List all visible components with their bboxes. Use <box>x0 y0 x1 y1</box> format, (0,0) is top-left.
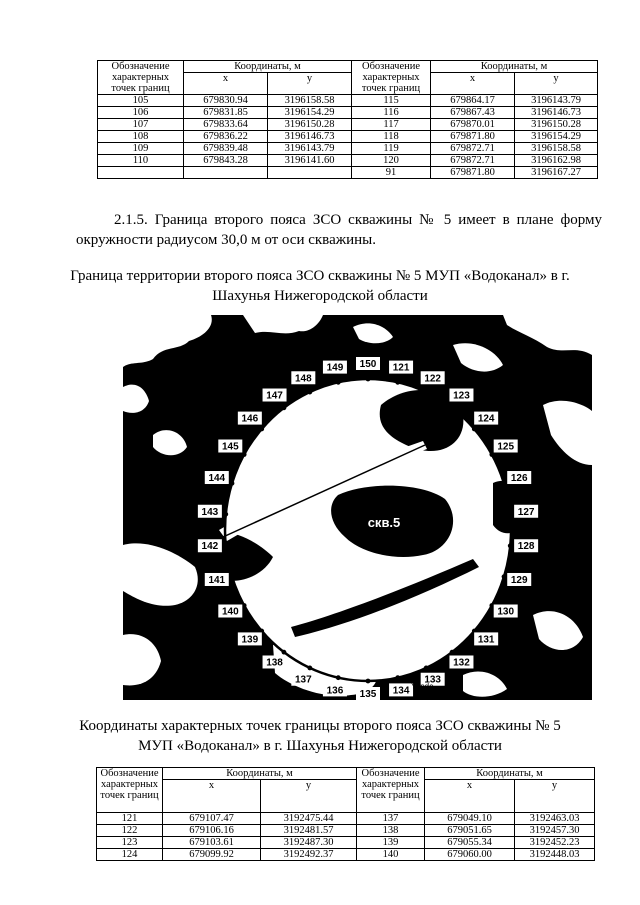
boundary-point-marker <box>450 405 455 410</box>
y-coordinate-cell: 3196150.28 <box>268 119 352 131</box>
boundary-point-marker <box>366 679 371 684</box>
coordinates-group-header: Координаты, м <box>425 768 595 780</box>
table-row <box>98 131 598 143</box>
boundary-point-marker <box>223 512 228 517</box>
y-coordinate-cell: 3196150.28 <box>515 119 598 131</box>
x-coordinate-cell: 679049.10 <box>425 813 515 825</box>
point-column-header: Обозначение характерных точек границ <box>97 768 163 813</box>
x-coordinate-cell: 679099.92 <box>163 849 261 861</box>
boundary-point-label: 144 <box>208 473 226 485</box>
boundary-point-marker <box>259 427 264 432</box>
x-column-header: x <box>425 780 515 813</box>
y-column-header: y <box>515 73 598 95</box>
boundary-point-label: 128 <box>517 541 535 553</box>
boundary-point-marker <box>508 512 513 517</box>
boundary-point-label: 149 <box>326 362 344 374</box>
y-coordinate-cell: 3192463.03 <box>515 813 595 825</box>
boundary-point-marker <box>502 481 507 486</box>
boundary-point-marker <box>307 666 312 671</box>
point-column-header: Обозначение характерных точек границ <box>352 61 431 95</box>
boundary-point-marker <box>242 603 247 608</box>
map-caption: Граница территории второго пояса ЗСО скважины № 5 МУП «Водоканал» в г. Шахунья Нижегородской области <box>70 268 570 304</box>
boundary-point-marker <box>450 650 455 655</box>
boundary-point-label: 124 <box>477 413 495 425</box>
coordinates-table-1 <box>97 60 598 179</box>
x-coordinate-cell: 679106.16 <box>163 825 261 837</box>
y-coordinate-cell: 3196143.79 <box>515 95 598 107</box>
boundary-point-marker <box>223 543 228 548</box>
zone-boundary-map <box>123 315 592 700</box>
x-coordinate-cell: 679872.71 <box>431 143 515 155</box>
point-id-cell: 123 <box>97 837 163 849</box>
table-row <box>98 155 598 167</box>
boundary-point-label: 139 <box>241 634 259 646</box>
x-coordinate-cell: 679872.71 <box>431 155 515 167</box>
boundary-point-label: 121 <box>392 362 410 374</box>
x-column-header: x <box>184 73 268 95</box>
coordinates-table-2 <box>96 767 595 861</box>
point-id-cell: 110 <box>98 155 184 167</box>
boundary-point-label: 132 <box>453 657 470 669</box>
boundary-point-marker <box>230 574 235 579</box>
x-coordinate-cell: 679051.65 <box>425 825 515 837</box>
y-column-header: y <box>261 780 357 813</box>
boundary-point-label: 143 <box>201 506 219 518</box>
point-id-cell: 108 <box>98 131 184 143</box>
table-caption: Координаты характерных точек границы второго пояса ЗСО скважины № 5 МУП «Водоканал» в г. Шахунья Нижегородской области <box>79 718 561 754</box>
point-id-cell: 118 <box>352 131 431 143</box>
boundary-point-label: 147 <box>266 390 283 402</box>
y-coordinate-cell: 3196158.58 <box>515 143 598 155</box>
boundary-point-label: 129 <box>510 574 528 586</box>
x-coordinate-cell: 679833.64 <box>184 119 268 131</box>
point-id-cell: 106 <box>98 107 184 119</box>
boundary-point-marker <box>489 603 494 608</box>
boundary-point-marker <box>472 427 477 432</box>
table-row <box>98 107 598 119</box>
table-row <box>97 849 595 861</box>
y-coordinate-cell: 3192457.30 <box>515 825 595 837</box>
boundary-point-marker <box>307 390 312 395</box>
point-id-cell: 91 <box>352 167 431 179</box>
y-coordinate-cell: 3196162.98 <box>515 155 598 167</box>
x-coordinate-cell: 679831.85 <box>184 107 268 119</box>
boundary-point-marker <box>242 452 247 457</box>
y-coordinate-cell: 3196154.29 <box>515 131 598 143</box>
point-column-header: Обозначение характерных точек границ <box>357 768 425 813</box>
boundary-point-marker <box>336 380 341 385</box>
y-coordinate-cell: 3192492.37 <box>261 849 357 861</box>
boundary-point-label: 150 <box>359 359 377 370</box>
coordinates-group-header: Координаты, м <box>431 61 598 73</box>
x-coordinate-cell: 679839.48 <box>184 143 268 155</box>
y-coordinate-cell: 3196154.29 <box>268 107 352 119</box>
point-id-cell: 137 <box>357 813 425 825</box>
point-id-cell: 140 <box>357 849 425 861</box>
point-id-cell: 116 <box>352 107 431 119</box>
point-id-cell: 120 <box>352 155 431 167</box>
boundary-point-label: 141 <box>208 574 226 586</box>
boundary-point-marker <box>282 650 287 655</box>
x-coordinate-cell: 679867.43 <box>431 107 515 119</box>
boundary-point-marker <box>424 390 429 395</box>
point-id-cell <box>98 167 184 179</box>
x-coordinate-cell: 679843.28 <box>184 155 268 167</box>
point-id-cell: 121 <box>97 813 163 825</box>
boundary-point-label: 138 <box>266 657 283 669</box>
x-coordinate-cell: 679103.61 <box>163 837 261 849</box>
boundary-point-marker <box>395 675 400 680</box>
boundary-point-label: 122 <box>424 373 442 385</box>
boundary-point-label: 145 <box>221 441 239 453</box>
point-id-cell: 119 <box>352 143 431 155</box>
y-coordinate-cell: 3196146.73 <box>515 107 598 119</box>
boundary-point-label: 142 <box>201 541 219 553</box>
table-row <box>98 95 598 107</box>
point-column-header: Обозначение характерных точек границ <box>98 61 184 95</box>
table-row <box>97 813 595 825</box>
boundary-point-label: 135 <box>359 689 377 700</box>
boundary-point-marker <box>502 574 507 579</box>
x-column-header: x <box>163 780 261 813</box>
point-id-cell: 139 <box>357 837 425 849</box>
x-coordinate-cell: 679871.80 <box>431 167 515 179</box>
boundary-point-label: 131 <box>477 634 495 646</box>
boundary-point-label: 127 <box>517 506 535 518</box>
y-coordinate-cell: 3196167.27 <box>515 167 598 179</box>
table-row <box>98 143 598 155</box>
y-coordinate-cell: 3196143.79 <box>268 143 352 155</box>
x-coordinate-cell: 679830.94 <box>184 95 268 107</box>
point-id-cell: 109 <box>98 143 184 155</box>
table-row <box>98 167 598 179</box>
table-row <box>98 119 598 131</box>
boundary-point-label: 148 <box>294 373 312 385</box>
boundary-point-label: 137 <box>294 674 312 686</box>
y-coordinate-cell: 3192475.44 <box>261 813 357 825</box>
well-label: скв.5 <box>367 515 401 530</box>
table-row <box>97 837 595 849</box>
x-coordinate-cell: 679870.01 <box>431 119 515 131</box>
y-coordinate-cell: 3196158.58 <box>268 95 352 107</box>
point-id-cell: 138 <box>357 825 425 837</box>
x-column-header: x <box>431 73 515 95</box>
point-id-cell: 107 <box>98 119 184 131</box>
y-coordinate-cell: 3192448.03 <box>515 849 595 861</box>
y-coordinate-cell: 3192481.57 <box>261 825 357 837</box>
boundary-point-label: 136 <box>326 685 344 697</box>
boundary-point-label: 146 <box>241 413 259 425</box>
boundary-point-marker <box>282 405 287 410</box>
boundary-point-marker <box>489 452 494 457</box>
boundary-point-label: 133 <box>424 674 442 686</box>
boundary-point-label: 130 <box>497 606 515 618</box>
y-coordinate-cell: 3196141.60 <box>268 155 352 167</box>
boundary-point-label: 126 <box>510 473 528 485</box>
boundary-point-label: 140 <box>221 606 239 618</box>
coordinates-group-header: Координаты, м <box>184 61 352 73</box>
coordinates-group-header: Координаты, м <box>163 768 357 780</box>
point-id-cell: 122 <box>97 825 163 837</box>
x-coordinate-cell: 679871.80 <box>431 131 515 143</box>
boundary-point-marker <box>230 481 235 486</box>
y-coordinate-cell: 3196146.73 <box>268 131 352 143</box>
y-column-header: y <box>515 780 595 813</box>
x-coordinate-cell: 679107.47 <box>163 813 261 825</box>
well-zone-description: 2.1.5. Граница второго пояса ЗСО скважины № 5 имеет в плане форму окружности радиусом 30,0 м от оси скважины. <box>76 212 602 248</box>
y-coordinate-cell: 3192487.30 <box>261 837 357 849</box>
boundary-point-marker <box>366 377 371 382</box>
y-coordinate-cell: 3192452.23 <box>515 837 595 849</box>
x-coordinate-cell: 679864.17 <box>431 95 515 107</box>
map-canvas <box>123 315 592 700</box>
x-coordinate-cell <box>184 167 268 179</box>
boundary-point-marker <box>395 380 400 385</box>
x-coordinate-cell: 679836.22 <box>184 131 268 143</box>
boundary-point-label: 123 <box>453 390 470 402</box>
point-id-cell: 115 <box>352 95 431 107</box>
boundary-point-label: 125 <box>497 441 515 453</box>
x-coordinate-cell: 679060.00 <box>425 849 515 861</box>
y-coordinate-cell <box>268 167 352 179</box>
table-row <box>97 825 595 837</box>
map-watermark: Yande <box>411 682 434 691</box>
x-coordinate-cell: 679055.34 <box>425 837 515 849</box>
boundary-point-marker <box>336 675 341 680</box>
point-id-cell: 124 <box>97 849 163 861</box>
boundary-point-marker <box>508 543 513 548</box>
boundary-point-marker <box>424 666 429 671</box>
y-column-header: y <box>268 73 352 95</box>
point-id-cell: 117 <box>352 119 431 131</box>
point-id-cell: 105 <box>98 95 184 107</box>
boundary-point-label: 134 <box>392 685 410 697</box>
